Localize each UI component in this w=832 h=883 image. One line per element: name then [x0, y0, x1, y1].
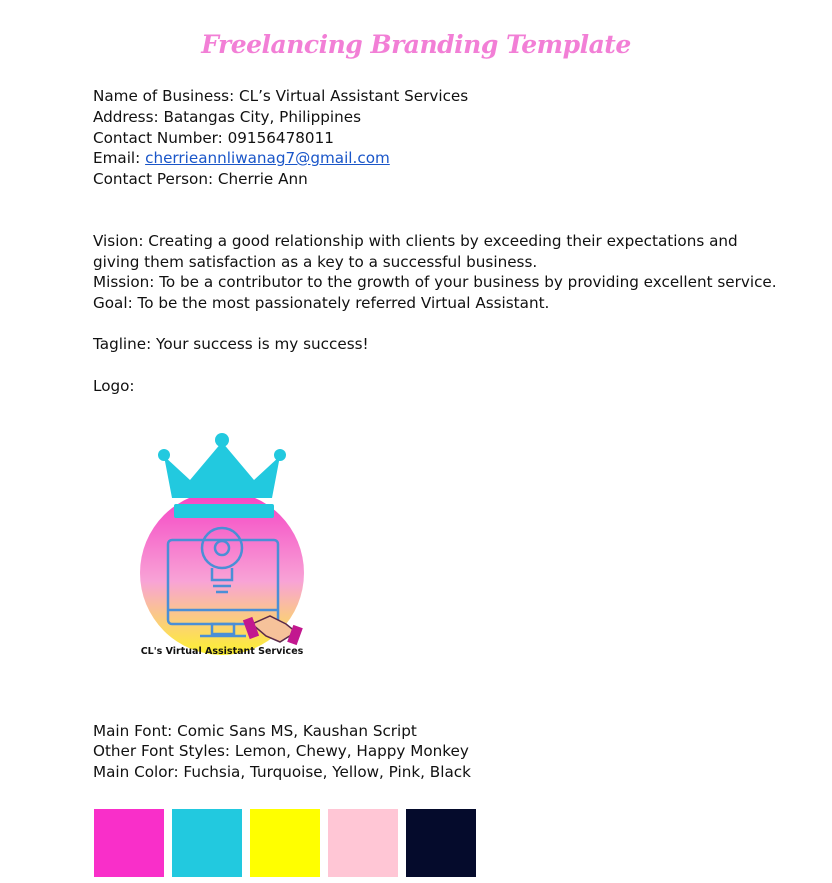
- contact-person-label: Contact Person:: [93, 170, 218, 188]
- business-name-label: Name of Business:: [93, 87, 240, 105]
- color-swatch-turquoise: [172, 809, 242, 877]
- logo-label: Logo:: [93, 377, 135, 395]
- business-logo-icon: [120, 428, 320, 668]
- vision-statement: Vision: Creating a good relationship with clients by exceeding their expectations and giving them satisfaction as a key to a successful business.: [93, 232, 738, 271]
- tagline: Tagline: Your success is my success!: [93, 335, 369, 353]
- email-link[interactable]: cherrieannliwanag7@gmail.com: [145, 149, 390, 167]
- main-color-line: Main Color: Fuchsia, Turquoise, Yellow, Pink, Black: [93, 763, 471, 781]
- address-label: Address:: [93, 108, 164, 126]
- address-line: [93, 107, 361, 128]
- goal-statement: Goal: To be the most passionately referred Virtual Assistant.: [93, 294, 550, 312]
- email-label: Email:: [93, 149, 146, 167]
- logo-text: CL's Virtual Assistant Services: [140, 646, 304, 657]
- contact-number-line: [93, 128, 334, 149]
- contact-person-value: Cherrie Ann: [217, 170, 308, 188]
- color-swatch-fuchsia: [94, 809, 164, 877]
- other-fonts-line: Other Font Styles: Lemon, Chewy, Happy Monkey: [93, 742, 469, 760]
- crown-icon: [158, 433, 286, 518]
- contact-number-label: Contact Number:: [93, 129, 228, 147]
- contact-person-line: [93, 169, 308, 190]
- document-title: Freelancing Branding Template: [201, 30, 631, 59]
- business-name-value: CL’s Virtual Assistant Services: [239, 87, 469, 105]
- address-value: Batangas City, Philippines: [163, 108, 361, 126]
- email-line: [93, 148, 390, 169]
- color-swatch-yellow: [250, 809, 320, 877]
- main-font-line: Main Font: Comic Sans MS, Kaushan Script: [93, 722, 417, 740]
- color-swatch-pink: [328, 809, 398, 877]
- business-name-line: [93, 86, 468, 107]
- color-swatch-black: [406, 809, 476, 877]
- mission-statement: Mission: To be a contributor to the growth of your business by providing excellent service.: [93, 273, 777, 291]
- contact-number-value: 09156478011: [227, 129, 334, 147]
